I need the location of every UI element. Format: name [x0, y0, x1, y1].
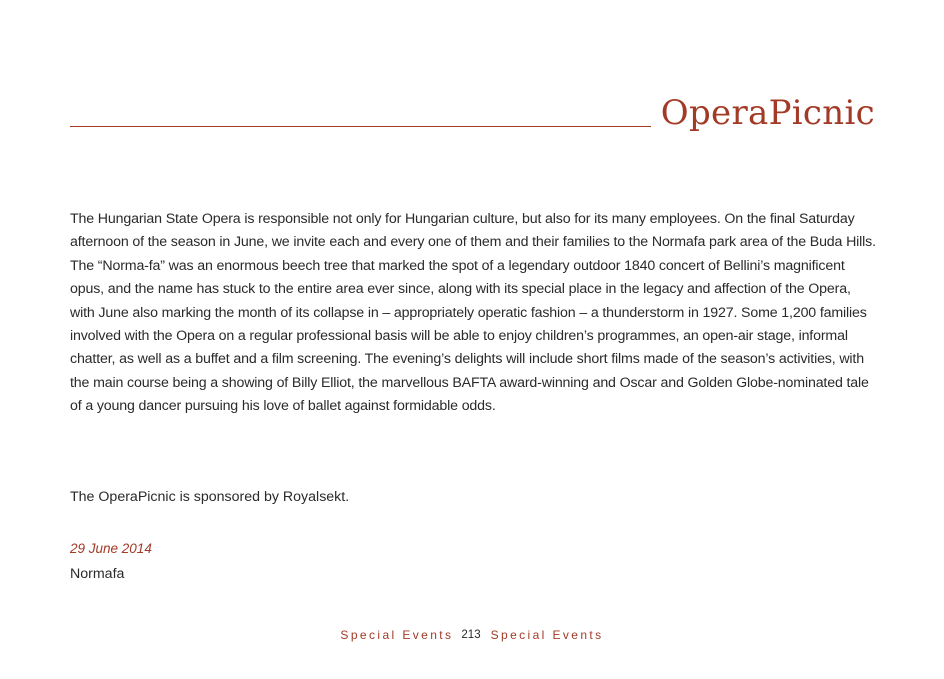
event-venue: Normafa [70, 566, 125, 582]
footer-section-right: Special Events [490, 628, 604, 642]
header-rule [70, 126, 651, 127]
body-paragraph: The Hungarian State Opera is responsible not only for Hungarian culture, but also for its many employees. On the final Saturday afternoon of the season in June, we invite each and every one of them and their families to the Normafa park area of the Buda Hills. The “Norma-fa” was an enormous beech tree that marked the spot of a legendary outdoor 1840 concert of Bellini’s magnificent opus, and the name has stuck to the entire area ever since, along with its special place in the legacy and affection of the Opera, with June also marking the month of its collapse in – appropriately operatic fashion – a thunderstorm in 1927. Some 1,200 families involved with the Opera on a regular professional basis will be able to enjoy children’s programmes, an open-air stage, informal chatter, as well as a buffet and a film screening. The evening’s delights will include short films made of the season’s activities, with the main course being a showing of Billy Elliot, the marvellous BAFTA award-winning and Oscar and Golden Globe-nominated tale of a young dancer pursuing his love of ballet against formidable odds. [70, 211, 876, 415]
page-footer [0, 626, 944, 645]
page-number: 213 [461, 629, 481, 641]
event-date: 29 June 2014 [70, 541, 152, 556]
page-title: OperaPicnic [660, 93, 875, 133]
sponsor-note: The OperaPicnic is sponsored by Royalsekt. [70, 489, 350, 505]
footer-section-left: Special Events [340, 628, 454, 642]
